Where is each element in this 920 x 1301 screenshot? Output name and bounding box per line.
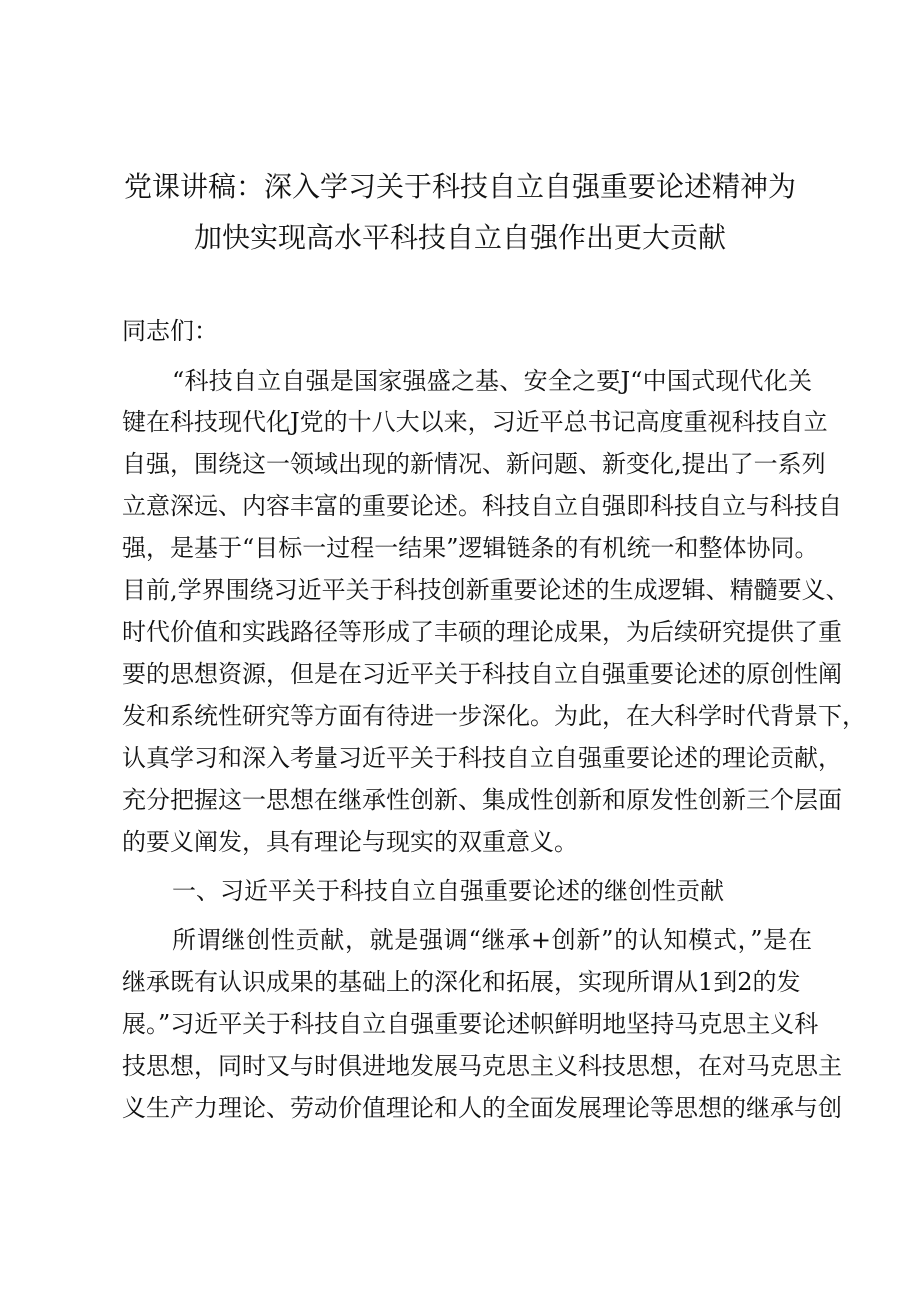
paragraph-1-line: 充分把握这一思想在继承性创新、集成性创新和原发性创新三个层面 <box>122 786 842 814</box>
paragraph-1-line: 发和系统性研究等方面有待进一步深化。为此，在大科学时代背景下， <box>122 702 866 730</box>
document-title-line-1: 党课讲稿：深入学习关于科技自立自强重要论述精神为 <box>123 170 796 203</box>
paragraph-1-line: 目前,学界围绕习近平关于科技创新重要论述的生成逻辑、精髓要义、 <box>122 576 850 604</box>
paragraph-1-line: 立意深远、内容丰富的重要论述。科技自立自强即科技自立与科技自 <box>122 492 842 520</box>
paragraph-2-line: 展。”习近平关于科技自立自强重要论述帜鲜明地坚持马克思主义科 <box>122 1010 819 1038</box>
paragraph-2-line: 技思想，同时又与时俱进地发展马克思主义科技思想，在对马克思主 <box>122 1052 842 1080</box>
section-1-heading: 一、习近平关于科技自立自强重要论述的继创性贡献 <box>172 877 724 905</box>
paragraph-1-line: 认真学习和深入考量习近平关于科技自立自强重要论述的理论贡献， <box>122 744 842 772</box>
document-title-line-2: 加快实现高水平科技自立自强作出更大贡献 <box>193 221 726 254</box>
paragraph-2-line: 义生产力理论、劳动价值理论和人的全面发展理论等思想的继承与创 <box>122 1094 842 1122</box>
paragraph-2-line: 继承既有认识成果的基础上的深化和拓展，实现所谓从1到2的发 <box>122 968 801 996</box>
paragraph-1-line: 要的思想资源，但是在习近平关于科技自立自强重要论述的原创性阐 <box>122 660 842 688</box>
paragraph-1-line: 自强，围绕这一领域出现的新情况、新问题、新变化,提出了一系列 <box>122 450 826 478</box>
paragraph-1-line: 时代价值和实践路径等形成了丰硕的理论成果，为后续研究提供了重 <box>122 618 842 646</box>
paragraph-1-line: 键在科技现代化J党的十八大以来，习近平总书记高度重视科技自立 <box>122 408 828 436</box>
paragraph-1-line: 强，是基于“目标一过程一结果”逻辑链条的有机统一和整体协同。 <box>122 534 819 562</box>
paragraph-2-line: 所谓继创性贡献，就是强调“继承+创新”的认知模式，”是在 <box>172 926 812 954</box>
paragraph-1-line: 的要义阐发，具有理论与现实的双重意义。 <box>122 828 578 856</box>
salutation: 同志们： <box>122 317 218 345</box>
paragraph-1-line: “科技自立自强是国家强盛之基、安全之要J“中国式现代化关 <box>172 367 812 395</box>
